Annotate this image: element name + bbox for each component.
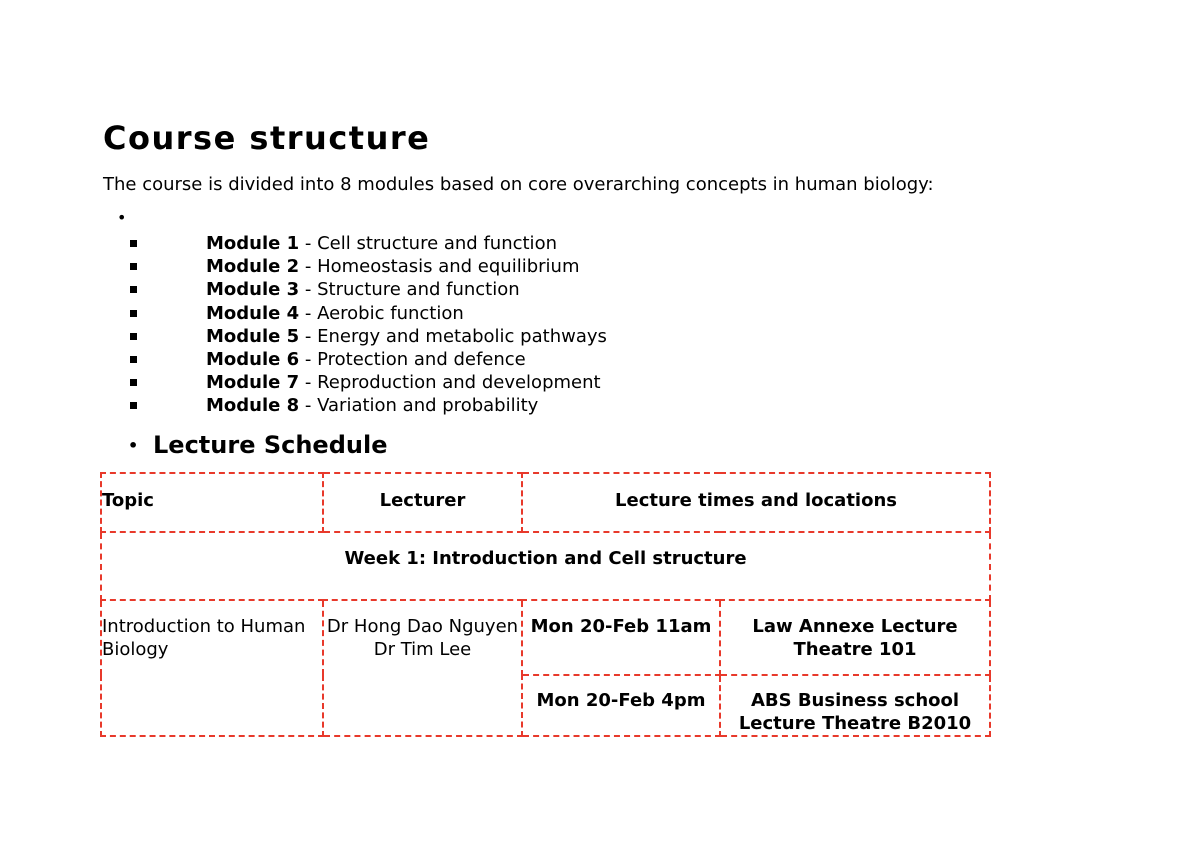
- lecture-location-cell: Law Annexe Lecture Theatre 101: [720, 600, 990, 675]
- header-lecturer: Lecturer: [323, 473, 522, 532]
- lecture-time-cell: Mon 20-Feb 11am: [522, 600, 720, 675]
- lecture-schedule-heading: [128, 430, 387, 461]
- lecturer-cell: [323, 600, 522, 736]
- square-bullet-icon: [130, 286, 137, 293]
- module-name: Module 3: [206, 279, 300, 301]
- square-bullet-icon: [130, 240, 137, 247]
- module-description: - Cell structure and function: [299, 233, 557, 254]
- module-description: - Structure and function: [299, 279, 520, 301]
- module-name: Module 4: [206, 302, 300, 324]
- lecture-schedule-table: [100, 472, 991, 737]
- lecturer-name: Dr Tim Lee: [373, 639, 472, 660]
- lecture-time-cell: Mon 20-Feb 4pm: [522, 675, 720, 736]
- intro-paragraph: The course is divided into 8 modules based on core overarching concepts in human biology:: [103, 174, 934, 195]
- topic-cell: Introduction to Human Biology: [101, 600, 323, 736]
- square-bullet-icon: [130, 333, 137, 340]
- module-description: - Protection and defence: [299, 348, 526, 370]
- module-description: - Energy and metabolic pathways: [299, 325, 607, 347]
- header-topic: Topic: [101, 473, 323, 532]
- lecture-schedule-title: Lecture Schedule: [153, 431, 388, 459]
- lecture-location-cell: ABS Business school Lecture Theatre B2010: [720, 675, 990, 736]
- square-bullet-icon: [130, 310, 137, 317]
- module-description: - Variation and probability: [299, 395, 539, 417]
- module-name: Module 5: [206, 325, 300, 347]
- page-title: Course structure: [103, 119, 431, 157]
- square-bullet-icon: [130, 402, 137, 409]
- square-bullet-icon: [130, 263, 137, 270]
- module-name: Module 1: [206, 233, 300, 254]
- round-bullet-icon: •: [128, 436, 139, 455]
- module-description: - Reproduction and development: [299, 372, 601, 394]
- square-bullet-icon: [130, 379, 137, 386]
- module-description: - Aerobic function: [299, 302, 464, 324]
- square-bullet-icon: [130, 356, 137, 363]
- table-row: [101, 600, 990, 675]
- module-name: Module 7: [206, 372, 300, 394]
- lecturer-name: Dr Hong Dao Nguyen: [326, 616, 519, 637]
- week-row: [101, 532, 990, 600]
- week-title: Week 1: Introduction and Cell structure: [101, 532, 990, 600]
- module-name: Module 2: [206, 256, 300, 278]
- table-header-row: [101, 473, 990, 532]
- module-name: Module 6: [206, 348, 300, 370]
- module-name: Module 8: [206, 395, 300, 417]
- header-lecture-times: Lecture times and locations: [522, 473, 990, 532]
- empty-bullet: •: [117, 208, 127, 227]
- module-description: - Homeostasis and equilibrium: [299, 256, 580, 278]
